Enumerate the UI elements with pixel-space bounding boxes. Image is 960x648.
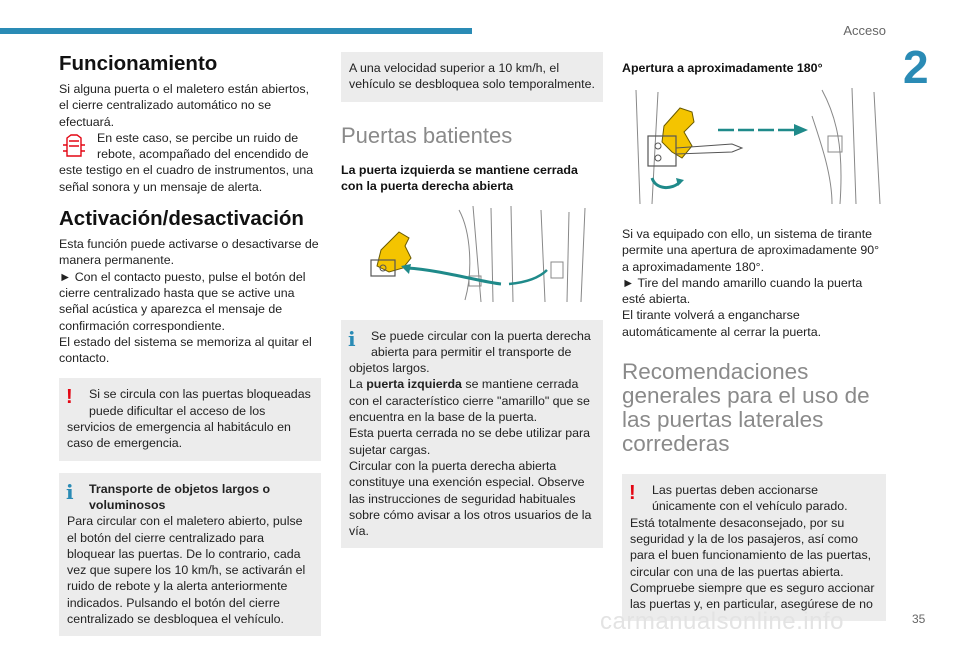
warning-box bbox=[622, 474, 886, 621]
paragraph: En este caso, se percibe un ruido de rebote, acompañado del encendido de bbox=[97, 130, 309, 162]
subheading-puerta-izquierda: La puerta izquierda se mantiene cerrada con la puerta derecha abierta bbox=[341, 162, 578, 193]
info-text: objetos largos. bbox=[349, 361, 430, 376]
paragraph: este testigo en el cuadro de instrumentos, una señal sonora y un mensaje de alerta. bbox=[59, 163, 314, 194]
info-text-post: se mantiene cerrada con el característico cierre "amarillo" que se encuentra en la base de la puerta. bbox=[349, 377, 590, 425]
info-box bbox=[59, 473, 321, 637]
paragraph: ► Con el contacto puesto, pulse el botón del cierre centralizado hasta que se active una señal acústica y aparezca el mensaje de confirmación correspondiente. bbox=[59, 269, 306, 333]
column-3 bbox=[622, 60, 886, 633]
paragraph: El estado del sistema se memoriza al quitar el contacto. bbox=[59, 334, 312, 366]
info-icon: i bbox=[66, 479, 74, 504]
column-1 bbox=[59, 52, 321, 648]
info-text: Para circular con el maletero abierto, pulse el botón del cierre centralizado para bloquear las puertas. De lo contrario, cada vez que supere los 10 km/h, se activarán el ruido de rebote y la alerta anteriormente indicados. Pulsando el botón del cierre centralizado se desbloquea el vehículo. bbox=[67, 514, 306, 627]
subheading-apertura-180: Apertura a aproximadamente 180° bbox=[622, 61, 823, 75]
warning-text: servicios de emergencia al habitáculo en caso de emergencia. bbox=[67, 420, 291, 451]
paragraph: ► Tire del mando amarillo cuando la puerta esté abierta. bbox=[622, 275, 863, 307]
warning-text: Si se circula con las puertas bloqueadas puede dificultar el acceso de los bbox=[89, 387, 311, 418]
illustration-door-strap bbox=[622, 86, 886, 206]
info-text: Se puede circular con la puerta derecha abierta para permitir el transporte de bbox=[371, 328, 591, 359]
info-text-pre: La bbox=[349, 377, 367, 392]
heading-puertas-batientes: Puertas batientes bbox=[341, 122, 513, 148]
paragraph: Esta función puede activarse o desactivarse de manera permanente. bbox=[59, 237, 319, 268]
section-label: Acceso bbox=[843, 23, 886, 38]
chapter-number: 2 bbox=[903, 41, 929, 93]
info-text bbox=[349, 376, 595, 425]
info-box bbox=[341, 320, 603, 549]
info-text-bold: puerta izquierda bbox=[366, 377, 462, 392]
door-strap-illustration bbox=[622, 86, 886, 206]
heading-funcionamiento: Funcionamiento bbox=[59, 52, 218, 75]
header-accent-bar bbox=[0, 28, 472, 34]
note-box bbox=[341, 52, 603, 102]
column-2 bbox=[341, 52, 603, 560]
paragraph: El tirante volverá a engancharse automáticamente al cerrar la puerta. bbox=[622, 308, 822, 339]
note-text: A una velocidad superior a 10 km/h, el vehículo se desbloquea solo temporalmente. bbox=[349, 61, 595, 92]
watermark: carmanualsonline.info bbox=[600, 608, 844, 635]
warning-text: Las puertas deben accionarse únicamente con el vehículo parado. bbox=[652, 483, 848, 514]
heading-recomendaciones: Recomendaciones generales para el uso de las puertas laterales correderas bbox=[622, 359, 870, 457]
page-number: 35 bbox=[912, 612, 926, 626]
warning-lamp-paragraph bbox=[59, 130, 321, 163]
door-lock-illustration bbox=[341, 202, 603, 308]
info-text: Circular con la puerta derecha abierta constituye una exención especial. Observe las instrucciones de seguridad habituales sobre cómo avisar a los otros usuarios de la vía. bbox=[349, 458, 592, 539]
paragraph: Si alguna puerta o el maletero están abiertos, el cierre centralizado automático no se efectuará. bbox=[59, 82, 310, 129]
info-title: Transporte de objetos largos o voluminosos bbox=[89, 481, 271, 512]
heading-activacion: Activación/desactivación bbox=[59, 207, 304, 231]
warning-box bbox=[59, 378, 321, 460]
exclamation-icon: ! bbox=[629, 482, 636, 505]
info-icon: i bbox=[348, 326, 356, 351]
door-open-warning-lamp-icon bbox=[59, 132, 89, 162]
warning-text: Está totalmente desaconsejado, por su seguridad y la de los pasajeros, así como para el buen funcionamiento de las puertas, circular con una de las puertas abierta. Compruebe siempre que es seguro accionar las puertas y, en particular, asegúrese de no bbox=[630, 515, 875, 612]
paragraph: Si va equipado con ello, un sistema de tirante permite una apertura de aproximadamente 90° a aproximadamente 180°. bbox=[622, 227, 880, 274]
info-text: Esta puerta cerrada no se debe utilizar para sujetar cargas. bbox=[349, 426, 591, 457]
exclamation-icon: ! bbox=[66, 386, 73, 409]
illustration-door-lock bbox=[341, 202, 603, 308]
